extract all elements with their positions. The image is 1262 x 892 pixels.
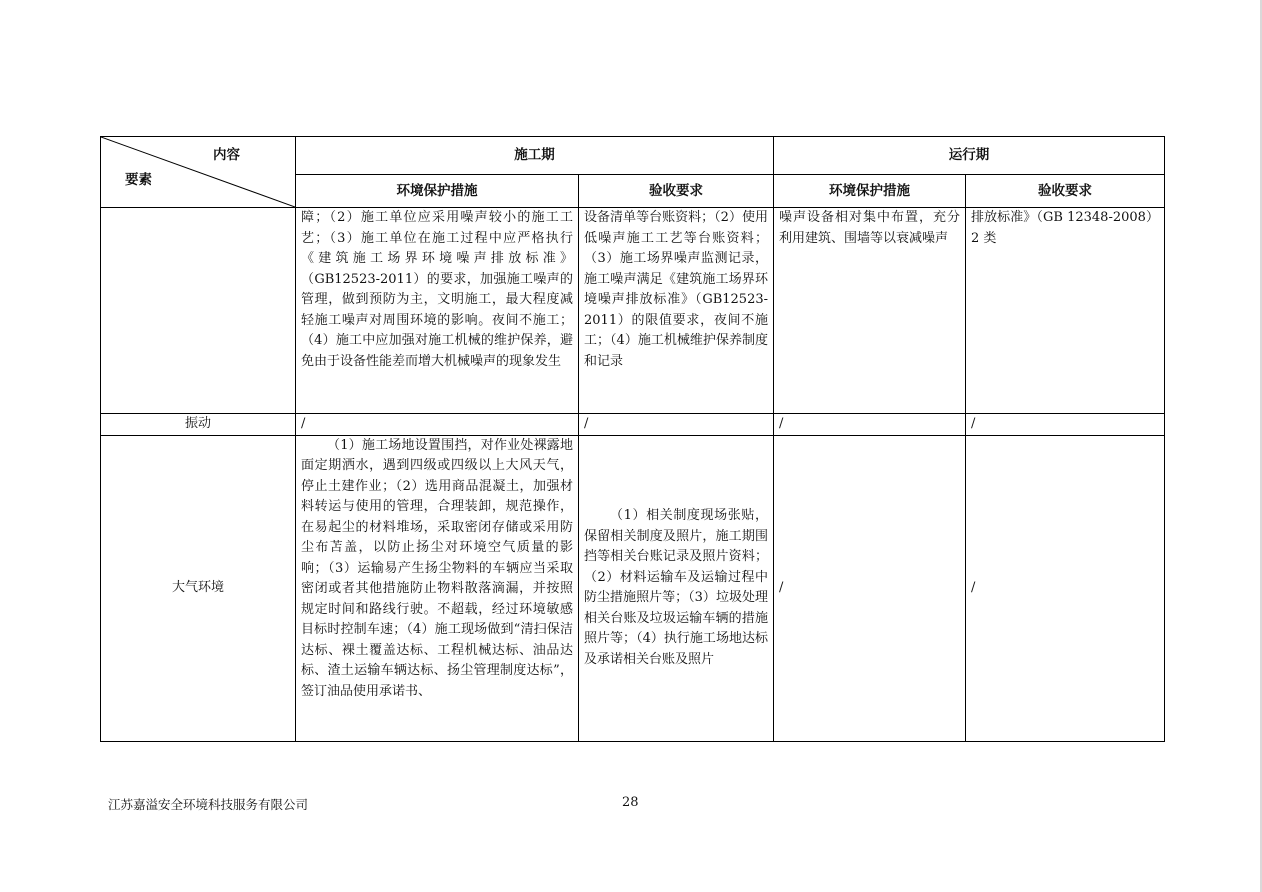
requirements-table <box>100 136 1165 742</box>
construction-acceptance-cell: （1）相关制度现场张贴，保留相关制度及照片，施工期围挡等相关台账记录及照片资料；（2）材料运输车及运输过程中防尘措施照片等；（3）垃圾处理相关台账及垃圾运输车辆的措施照片等；（4）执行施工场地达标及承诺相关台账及照片 <box>579 435 774 741</box>
construction-measures-cell: / <box>296 414 579 436</box>
corner-bottom-label: 要素 <box>125 172 152 188</box>
operation-measures-cell: 噪声设备相对集中布置，充分利用建筑、围墙等以衰减噪声 <box>774 208 966 414</box>
corner-top-label: 内容 <box>213 147 240 163</box>
construction-measures-cell: （1）施工场地设置围挡，对作业处裸露地面定期洒水，遇到四级或四级以上大风天气，停止土建作业；（2）选用商品混凝土，加强材料转运与使用的管理，合理装卸，规范操作，在易起尘的材料堆场，采取密闭存储或采用防尘布苫盖，以防止扬尘对环境空气质量的影响；（3）运输易产生扬尘物料的车辆应当采取密闭或者其他措施防止物料散落滴漏，并按照规定时间和路线行驶。不超载，经过环境敏感目标时控制车速；（4）施工现场做到“清扫保洁达标、裸土覆盖达标、工程机械达标、油品达标、渣土运输车辆达标、扬尘管理制度达标”，签订油品使用承诺书、 <box>296 435 579 741</box>
operation-acceptance-header: 验收要求 <box>966 175 1165 208</box>
footer-company: 江苏嘉溢安全环境科技服务有限公司 <box>108 797 309 812</box>
category-cell: 大气环境 <box>101 435 296 741</box>
construction-acceptance-cell: 设备清单等台账资料；（2）使用低噪声施工工艺等台账资料；（3）施工场界噪声监测记录，施工噪声满足《建筑施工场界环境噪声排放标准》（GB12523-2011）的限值要求，夜间不施工；（4）施工机械维护保养制度和记录 <box>579 208 774 414</box>
construction-acceptance-cell: / <box>579 414 774 436</box>
operation-measures-cell: / <box>774 435 966 741</box>
table-row <box>101 414 1165 436</box>
operation-period-header: 运行期 <box>774 137 1165 175</box>
operation-measures-header: 环境保护措施 <box>774 175 966 208</box>
operation-acceptance-cell: / <box>966 435 1165 741</box>
category-cell <box>101 208 296 414</box>
category-cell: 振动 <box>101 414 296 436</box>
construction-measures-cell: 障；（2）施工单位应采用噪声较小的施工工艺；（3）施工单位在施工过程中应严格执行《建筑施工场界环境噪声排放标准》（GB12523-2011）的要求，加强施工噪声的管理，做到预防为主，文明施工，最大程度减轻施工噪声对周围环境的影响。夜间不施工；（4）施工中应加强对施工机械的维护保养，避免由于设备性能差而增大机械噪声的现象发生 <box>296 208 579 414</box>
operation-acceptance-cell: / <box>966 414 1165 436</box>
construction-acceptance-header: 验收要求 <box>579 175 774 208</box>
table-row <box>101 208 1165 414</box>
construction-period-header: 施工期 <box>296 137 774 175</box>
construction-measures-header: 环境保护措施 <box>296 175 579 208</box>
operation-acceptance-cell: 排放标准》（GB 12348-2008）2 类 <box>966 208 1165 414</box>
operation-measures-cell: / <box>774 414 966 436</box>
header-row-1 <box>101 137 1165 175</box>
diagonal-header-cell <box>101 137 296 208</box>
page-number: 28 <box>622 795 639 810</box>
table-row <box>101 435 1165 741</box>
